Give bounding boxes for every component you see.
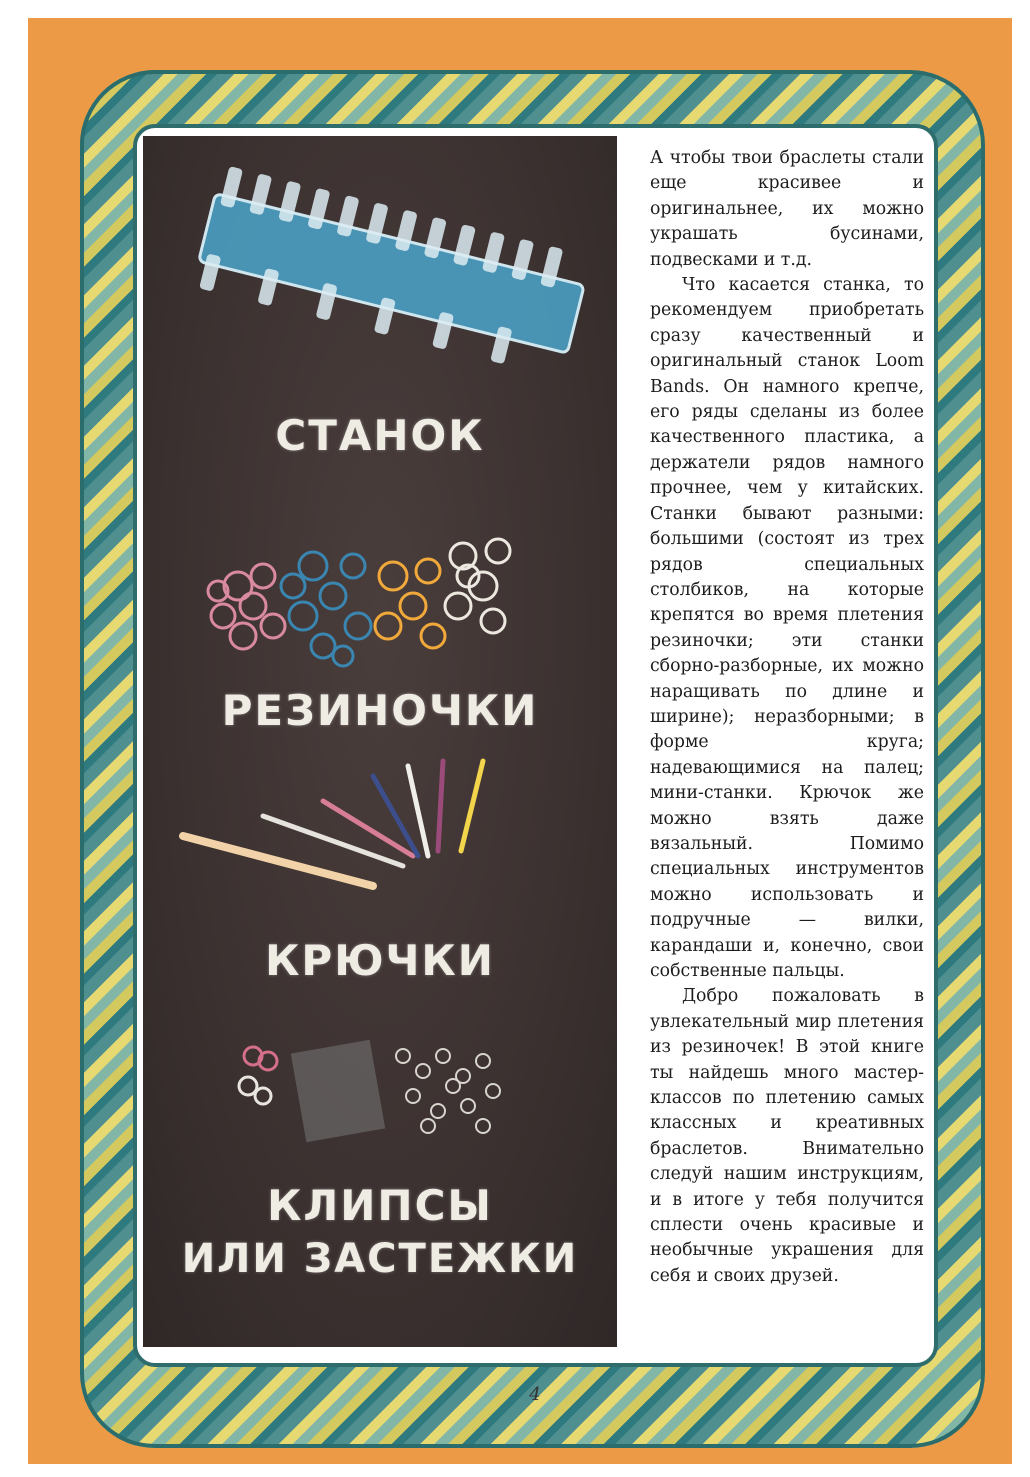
hooks-image <box>143 756 617 906</box>
rubber-bands-image <box>143 506 617 676</box>
label-rubber-bands: РЕЗИНОЧКИ <box>221 686 539 735</box>
label-fasteners: ИЛИ ЗАСТЕЖКИ <box>181 1236 579 1282</box>
chalkboard-photo <box>143 136 617 1347</box>
page-number: 4 <box>529 1384 541 1405</box>
paragraph: А чтобы твои браслеты стали еще красивее и оригинальнее, их можно украшать бусинами, подвесками и т.д. <box>650 148 924 270</box>
paragraph: Добро пожаловать в увлекательный мир плетения из резиночек! В этой книге ты найдешь много мастер-классов по плетению самых классных и креативных браслетов. Внимательно следуй нашим инструкциям, и в итоге у тебя получится сплести очень красивые и необычные украшения для себя и своих друзей. <box>650 986 924 1286</box>
clips-image <box>143 1016 617 1146</box>
loom-image <box>143 166 617 416</box>
label-clips: КЛИПСЫ <box>267 1181 493 1230</box>
label-hooks: КРЮЧКИ <box>265 936 495 985</box>
label-loom: СТАНОК <box>275 411 485 460</box>
body-text <box>650 146 924 1289</box>
paragraph: Что касается станка, то рекомендуем приобретать сразу качественный и оригинальный станок Loom Bands. Он намного крепче, его ряды сделаны из более качественного пластика, а держатели рядов намного прочнее, чем у китайских. Станки бывают разными: большими (состоят из трех рядов специальных столбиков, на которые крепятся во время плетения резиночки; эти станки сборно-разборные, их можно наращивать по длине и ширине); неразборными; в форме круга; надевающимися на палец; мини-станки. Крючок же можно взять даже вязальный. Помимо специальных инструментов можно использовать и подручные — вилки, карандаши и, конечно, свои собственные пальцы. <box>650 275 924 981</box>
